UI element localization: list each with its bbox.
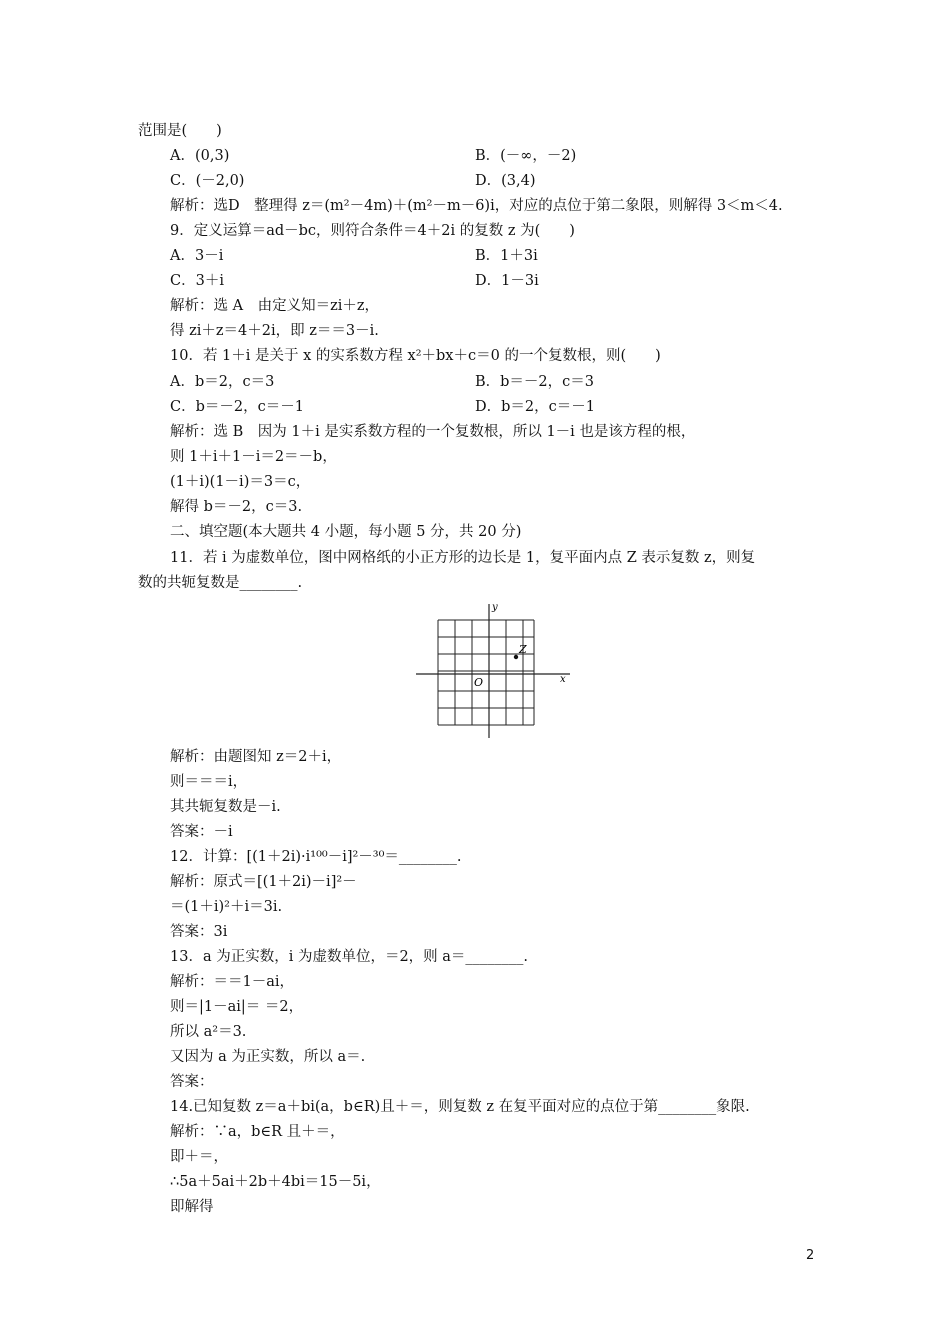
analysis-line: 解得 b＝－2，c＝3. — [170, 499, 303, 515]
analysis-line: 解析：选D 整理得 z＝(m²－4m)＋(m²－m－6)i，对应的点位于第二象限，则解得 3＜m＜4. — [170, 198, 783, 214]
question-13: 13．a 为正实数，i 为虚数单位，＝2，则 a＝________. — [170, 949, 529, 965]
question-10: 10．若 1＋i 是关于 x 的实系数方程 x²＋bx＋c＝0 的一个复数根，则( ) — [170, 348, 661, 364]
analysis-line: ∴5a＋5ai＋2b＋4bi＝15－5i， — [170, 1174, 381, 1190]
origin-label: O — [474, 676, 484, 689]
analysis-line: 又因为 a 为正实数，所以 a＝. — [170, 1049, 366, 1065]
point-z-label: Z — [519, 643, 527, 656]
point-z — [514, 655, 518, 659]
analysis-line: 则＝＝＝i， — [170, 774, 248, 790]
option-b: B．(－∞，－2) — [475, 148, 577, 164]
analysis-line: 其共轭复数是－i. — [170, 799, 281, 815]
analysis-line: 得 zi＋z＝4＋2i，即 z＝＝3－i. — [170, 323, 379, 339]
analysis-line: 则＝|1－ai|＝ ＝2， — [170, 999, 304, 1015]
option-a: A．b＝2，c＝3 — [170, 374, 275, 390]
question-11: 11．若 i 为虚数单位，图中网格纸的小正方形的边长是 1，复平面内点 Z 表示复数 z，则复 — [170, 550, 756, 566]
option-a: A．(0,3) — [170, 148, 230, 164]
complex-plane-figure — [410, 598, 575, 740]
axis-x-label: x — [560, 674, 566, 685]
option-c: C．3＋i — [170, 273, 224, 289]
analysis-line: 解析：∵a，b∈R 且＋＝， — [170, 1124, 345, 1140]
analysis-line: 解析：原式＝[(1＋2i)－i]²－ — [170, 874, 357, 890]
option-c: C．(－2,0) — [170, 173, 245, 189]
analysis-line: (1＋i)(1－i)＝3＝c， — [170, 474, 311, 490]
section-heading: 二、填空题(本大题共 4 小题，每小题 5 分，共 20 分) — [170, 524, 522, 540]
analysis-line: 解析：＝＝1－ai， — [170, 974, 295, 990]
question-9: 9．定义运算＝ad－bc，则符合条件＝4＋2i 的复数 z 为( ) — [170, 223, 575, 239]
option-d: D．(3,4) — [475, 173, 536, 189]
analysis-line: 即＋＝， — [170, 1149, 228, 1165]
analysis-line: 解析：由题图知 z＝2＋i， — [170, 749, 342, 765]
analysis-line: 则 1＋i＋1－i＝2＝－b， — [170, 449, 337, 465]
analysis-line: 所以 a²＝3. — [170, 1024, 247, 1040]
option-a: A．3－i — [170, 248, 224, 264]
answer-line: 答案： — [170, 1074, 214, 1090]
option-b: B．b＝－2，c＝3 — [475, 374, 595, 390]
option-c: C．b＝－2，c＝－1 — [170, 399, 304, 415]
axis-y-label: y — [492, 602, 498, 613]
page-number: 2 — [806, 1248, 815, 1263]
answer-line: 答案：－i — [170, 824, 233, 840]
option-d: D．1－3i — [475, 273, 539, 289]
option-b: B．1＋3i — [475, 248, 538, 264]
analysis-line: ＝(1＋i)²＋i＝3i. — [170, 899, 283, 915]
question-11-cont: 数的共轭复数是________. — [138, 575, 303, 591]
analysis-line: 解析：选 A 由定义知＝zi＋z， — [170, 298, 379, 314]
analysis-line: 解析：选 B 因为 1＋i 是实系数方程的一个复数根，所以 1－i 也是该方程的根， — [170, 424, 696, 440]
text-line: 范围是( ) — [138, 123, 222, 139]
analysis-line: 即解得 — [170, 1199, 214, 1215]
answer-line: 答案：3i — [170, 924, 228, 940]
question-14: 14.已知复数 z＝a＋bi(a，b∈R)且＋＝，则复数 z 在复平面对应的点位于第________象限. — [170, 1099, 750, 1115]
option-d: D．b＝2，c＝－1 — [475, 399, 595, 415]
question-12: 12．计算：[(1＋2i)·i¹⁰⁰－i]²－³⁰＝________. — [170, 849, 462, 865]
